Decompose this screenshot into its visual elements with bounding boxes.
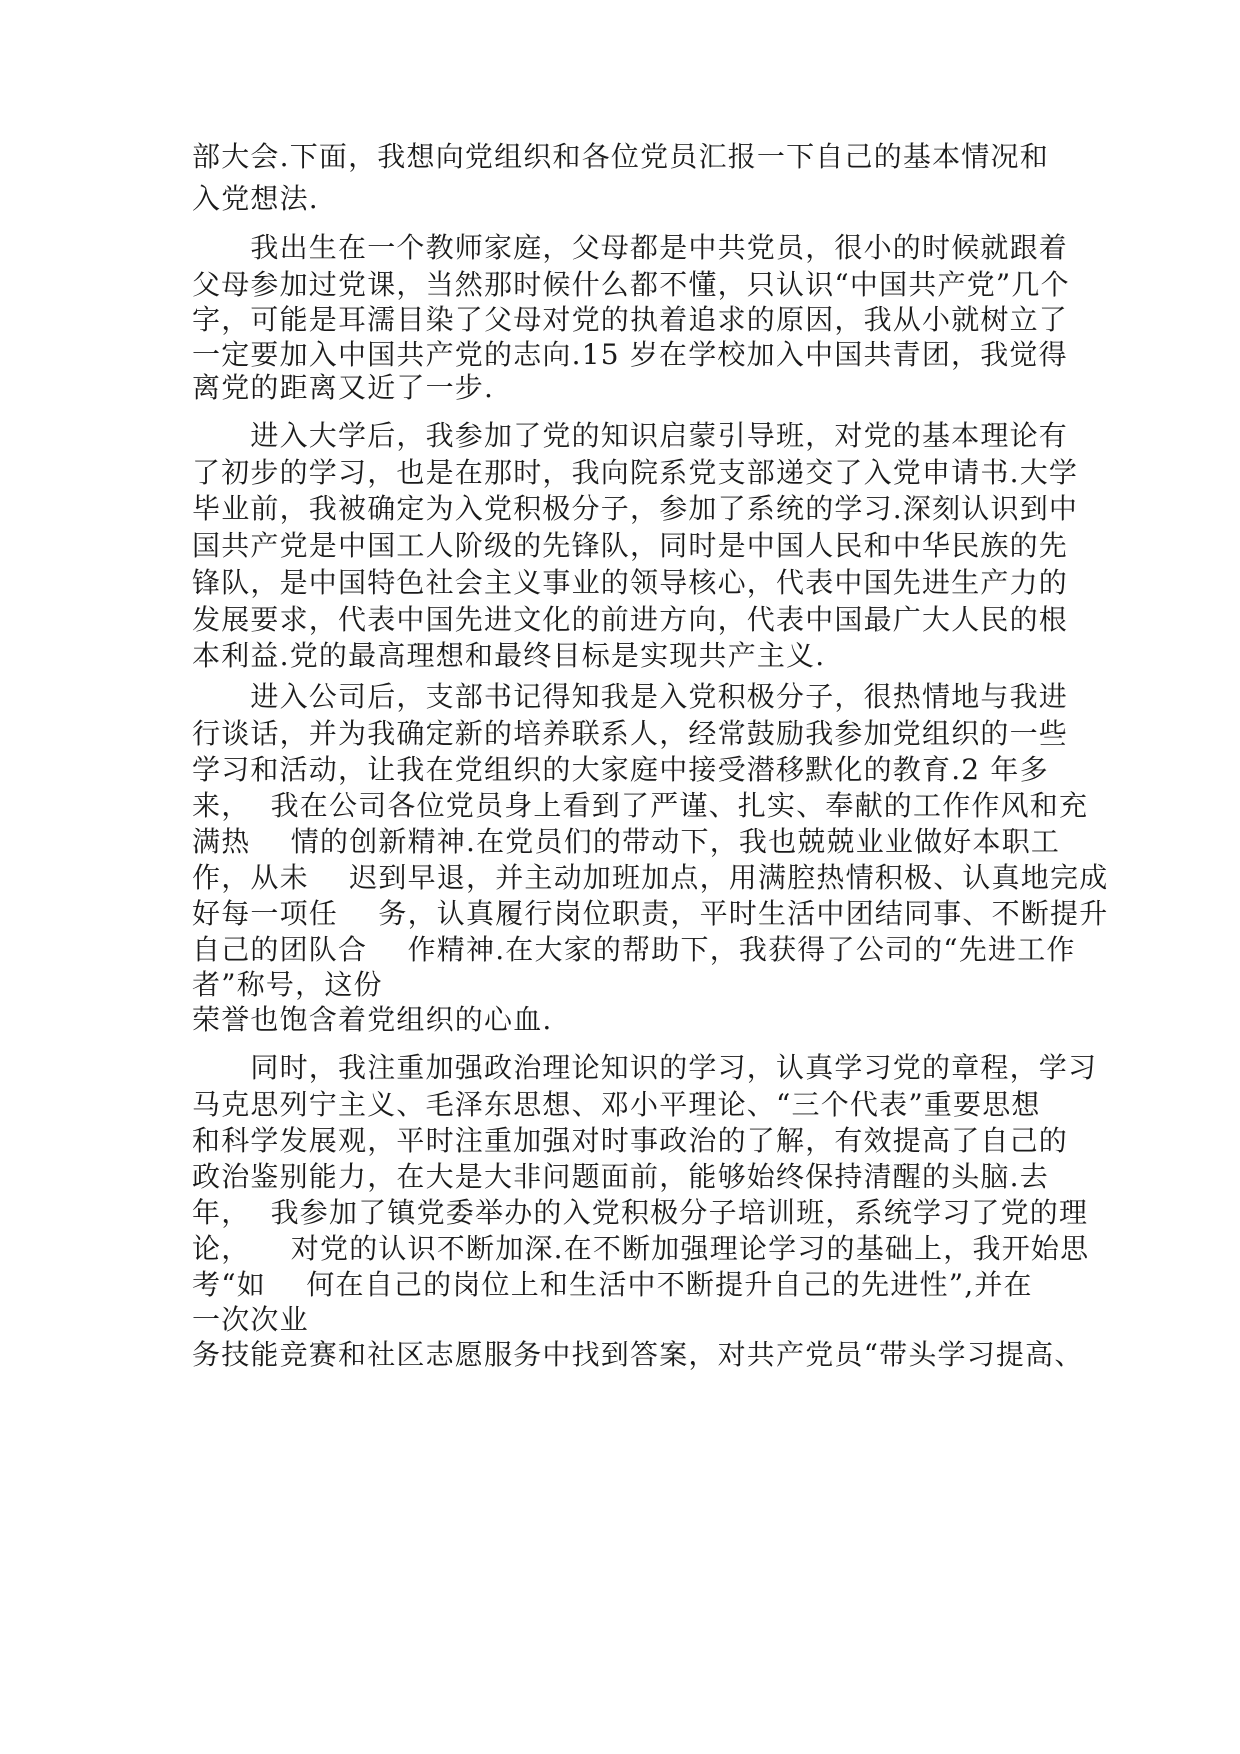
text-line: 进入大学后，我参加了党的知识启蒙引导班，对党的基本理论有 — [192, 419, 1069, 452]
text-line: 自己的团队合 作精神.在大家的帮助下，我获得了公司的“先进工作 — [192, 933, 1076, 966]
text-line: 锋队，是中国特色社会主义事业的领导核心，代表中国先进生产力的 — [192, 566, 1069, 599]
text-line: 字，可能是耳濡目染了父母对党的执着追求的原因，我从小就树立了 — [192, 303, 1069, 336]
text-line: 毕业前，我被确定为入党积极分子，参加了系统的学习.深刻认识到中 — [192, 492, 1079, 525]
text-line: 论， 对党的认识不断加深.在不断加强理论学习的基础上，我开始思 — [192, 1232, 1090, 1265]
text-line: 进入公司后，支部书记得知我是入党积极分子，很热情地与我进 — [192, 680, 1069, 713]
text-line: 好每一项任 务，认真履行岗位职责，平时生活中团结同事、不断提升 — [192, 897, 1109, 930]
text-line: 国共产党是中国工人阶级的先锋队，同时是中国人民和中华民族的先 — [192, 529, 1069, 562]
text-line: 我出生在一个教师家庭，父母都是中共党员，很小的时候就跟着 — [192, 231, 1069, 264]
text-line: 了初步的学习，也是在那时，我向院系党支部递交了入党申请书.大学 — [192, 456, 1079, 489]
text-line: 一定要加入中国共产党的志向.15 岁在学校加入中国共青团，我觉得 — [192, 338, 1068, 371]
text-line: 考“如 何在自己的岗位上和生活中不断提升自己的先进性”,并在 — [192, 1268, 1033, 1301]
text-line: 政治鉴别能力，在大是大非问题面前，能够始终保持清醒的头脑.去 — [192, 1160, 1049, 1193]
text-line: 父母参加过党课，当然那时候什么都不懂，只认识“中国共产党”几个 — [192, 268, 1070, 301]
text-line: 本利益.党的最高理想和最终目标是实现共产主义. — [192, 639, 826, 672]
text-line: 学习和活动，让我在党组织的大家庭中接受潜移默化的教育.2 年多 — [192, 753, 1049, 786]
text-line: 务技能竞赛和社区志愿服务中找到答案，对共产党员“带头学习提高、 — [192, 1338, 1084, 1371]
text-line: 一次次业 — [192, 1303, 309, 1336]
text-line: 部大会.下面，我想向党组织和各位党员汇报一下自己的基本情况和 — [192, 140, 1049, 173]
text-line: 来， 我在公司各位党员身上看到了严谨、扎实、奉献的工作作风和充 — [192, 789, 1089, 822]
text-line: 入党想法. — [192, 182, 319, 215]
text-line: 马克思列宁主义、毛泽东思想、邓小平理论、“三个代表”重要思想 — [192, 1088, 1041, 1121]
text-line: 同时，我注重加强政治理论知识的学习，认真学习党的章程，学习 — [192, 1051, 1098, 1084]
text-line: 者”称号，这份 — [192, 968, 383, 1001]
text-line: 离党的距离又近了一步. — [192, 371, 495, 404]
text-line: 和科学发展观，平时注重加强对时事政治的了解，有效提高了自己的 — [192, 1124, 1069, 1157]
text-line: 行谈话，并为我确定新的培养联系人，经常鼓励我参加党组织的一些 — [192, 717, 1069, 750]
text-line: 发展要求，代表中国先进文化的前进方向，代表中国最广大人民的根 — [192, 603, 1069, 636]
text-line: 作，从未 迟到早退，并主动加班加点，用满腔热情积极、认真地完成 — [192, 861, 1109, 894]
text-line: 年， 我参加了镇党委举办的入党积极分子培训班，系统学习了党的理 — [192, 1196, 1089, 1229]
text-line: 满热 情的创新精神.在党员们的带动下，我也兢兢业业做好本职工 — [192, 825, 1061, 858]
text-line: 荣誉也饱含着党组织的心血. — [192, 1003, 553, 1036]
